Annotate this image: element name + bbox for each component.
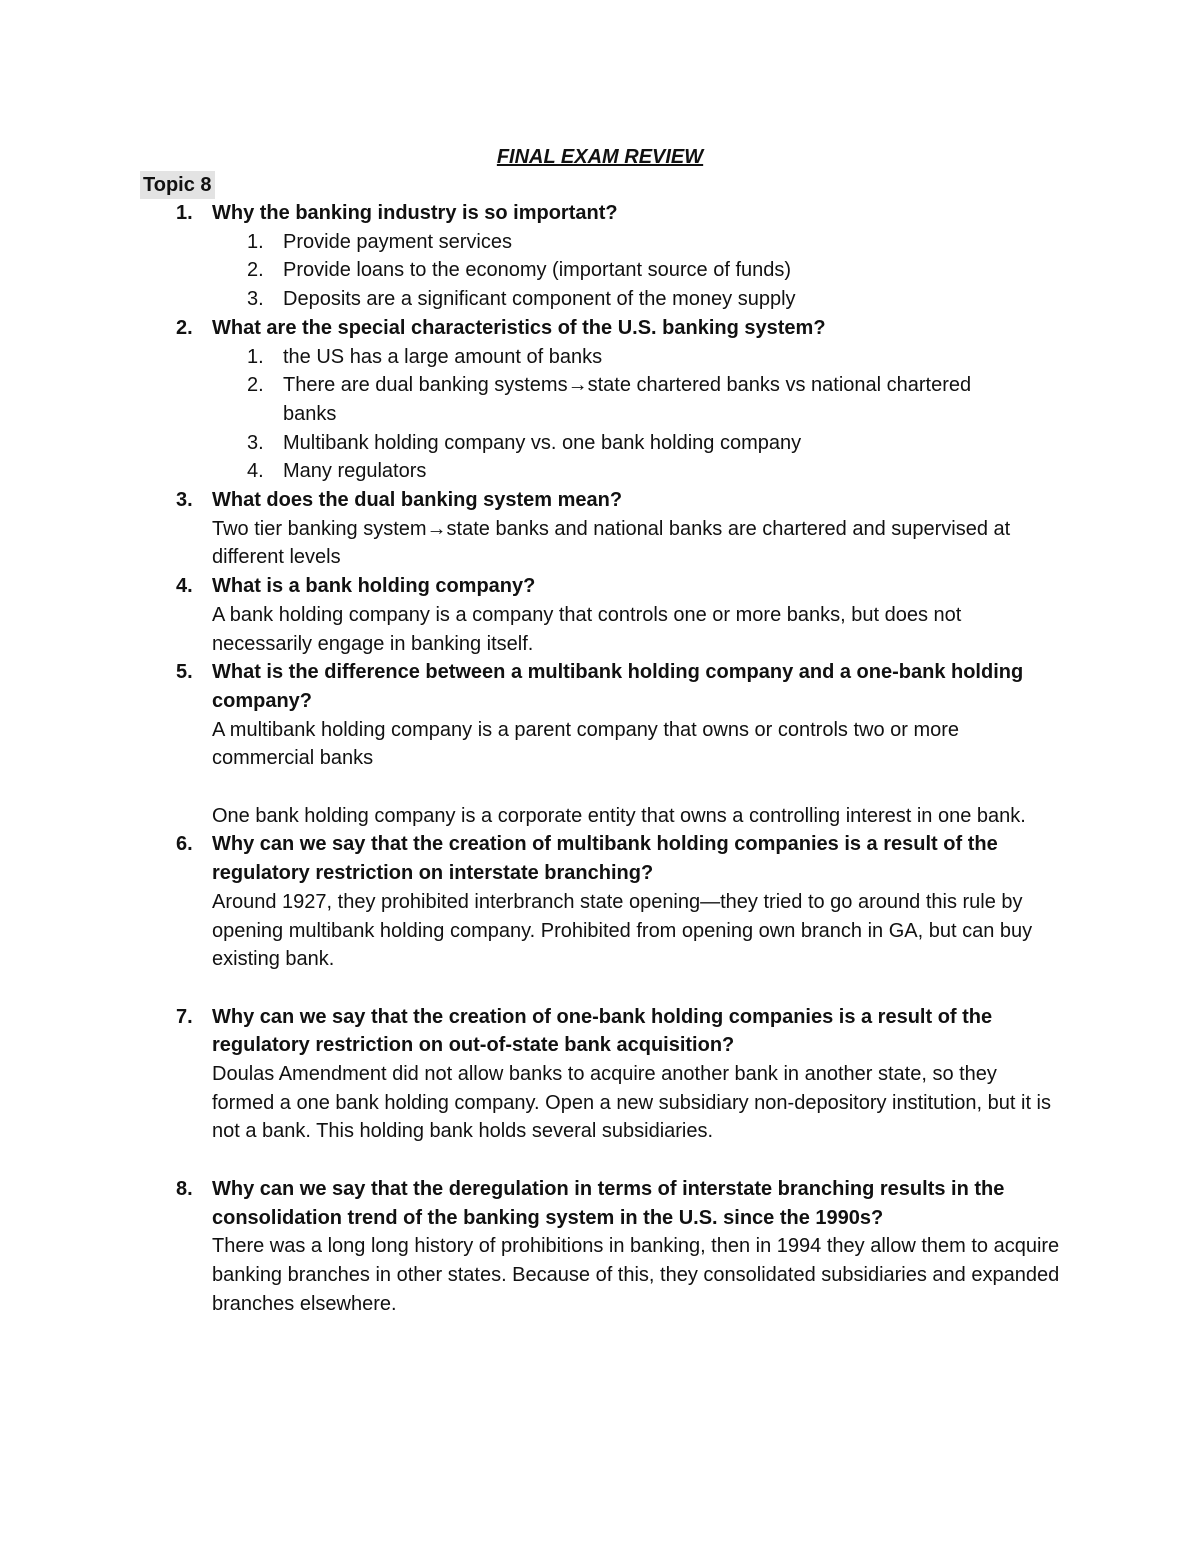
answer-text: A bank holding company is a company that controls one or more banks, but does not necessarily engage in banking itself. bbox=[212, 603, 962, 655]
answer-text: A multibank holding company is a parent company that owns or controls two or more commercial banks bbox=[212, 718, 960, 770]
question-text: Why can we say that the deregulation in terms of interstate branching results in the consolidation trend of the banking system in the U.S. since the 1990s? bbox=[212, 1177, 1005, 1229]
question-number: 6. bbox=[176, 833, 193, 856]
question-number: 5. bbox=[176, 661, 193, 684]
list-item-number: 2. bbox=[247, 259, 264, 282]
answer-text: There was a long long history of prohibitions in banking, then in 1994 they allow them to acquire banking branches in other states. Because of this, they consolidated subsidiaries and expanded branches elsewhere. bbox=[212, 1235, 1060, 1315]
question-number: 4. bbox=[176, 575, 193, 598]
question-text: Why the banking industry is so important? bbox=[212, 202, 618, 224]
question-7 bbox=[0, 1003, 1062, 1147]
question-number: 3. bbox=[176, 489, 193, 512]
list-item-text: Provide payment services bbox=[283, 230, 512, 253]
question-text: What are the special characteristics of the U.S. banking system? bbox=[212, 316, 826, 339]
question-8 bbox=[0, 1175, 1062, 1319]
question-number: 7. bbox=[176, 1005, 193, 1028]
question-5 bbox=[0, 658, 1062, 830]
answer-text-2: One bank holding company is a corporate entity that owns a controlling interest in one bank. bbox=[212, 804, 1026, 827]
list-item bbox=[0, 343, 1028, 372]
list-item-text: Provide loans to the economy (important source of funds) bbox=[283, 259, 792, 282]
answer-text: Around 1927, they prohibited interbranch state opening—they tried to go around this rule by opening multibank holding company. Prohibited from opening own branch in GA, but can buy existing bank. bbox=[212, 890, 1033, 971]
list-item bbox=[0, 228, 1028, 257]
blank-line bbox=[0, 1146, 1200, 1175]
blank-line bbox=[212, 773, 1062, 802]
list-item-text: Deposits are a significant component of the money supply bbox=[283, 288, 796, 311]
question-list bbox=[0, 199, 1200, 1318]
list-item bbox=[0, 285, 1028, 314]
document-title: FINAL EXAM REVIEW bbox=[496, 146, 704, 168]
list-item-text: Many regulators bbox=[283, 460, 427, 483]
question-text: Why can we say that the creation of one-bank holding companies is a result of the regulatory restriction on out-of-state bank acquisition? bbox=[212, 1005, 993, 1057]
question-text: Why can we say that the creation of multibank holding companies is a result of the regulatory restriction on interstate branching? bbox=[212, 833, 998, 885]
list-item bbox=[0, 371, 1028, 428]
answer-text: Doulas Amendment did not allow banks to acquire another bank in another state, so they formed a one bank holding company. Open a new subsidiary non-depository institution, but it is not a bank. This holding bank holds several subsidiaries. bbox=[212, 1063, 1052, 1143]
question-text: What is a bank holding company? bbox=[212, 575, 536, 598]
question-1 bbox=[0, 199, 1062, 228]
blank-line bbox=[0, 974, 1200, 1003]
list-item-number: 2. bbox=[247, 374, 264, 397]
question-text: What does the dual banking system mean? bbox=[212, 489, 623, 512]
list-item-number: 3. bbox=[247, 288, 264, 311]
list-item-number: 3. bbox=[247, 431, 264, 454]
question-2 bbox=[0, 314, 1062, 343]
list-item bbox=[0, 256, 1028, 285]
list-item-text: the US has a large amount of banks bbox=[283, 345, 603, 368]
question-text: What is the difference between a multibank holding company and a one-bank holding company? bbox=[212, 661, 1024, 712]
list-item-text: Multibank holding company vs. one bank holding company bbox=[283, 431, 802, 454]
list-item-number: 1. bbox=[247, 230, 264, 253]
question-3 bbox=[0, 486, 1062, 572]
question-number: 2. bbox=[176, 316, 193, 339]
list-item-text: There are dual banking systems→state chartered banks vs national chartered banks bbox=[283, 374, 972, 425]
question-number: 8. bbox=[176, 1177, 193, 1200]
list-item-number: 1. bbox=[247, 345, 264, 368]
question-number: 1. bbox=[176, 202, 193, 224]
list-item bbox=[0, 429, 1028, 458]
list-item-number: 4. bbox=[247, 460, 264, 483]
question-6 bbox=[0, 830, 1062, 974]
topic-heading: Topic 8 bbox=[140, 171, 215, 199]
question-4 bbox=[0, 572, 1062, 658]
list-item bbox=[0, 457, 1028, 486]
answer-text: Two tier banking system→state banks and national banks are chartered and supervised at different levels bbox=[212, 517, 1011, 569]
